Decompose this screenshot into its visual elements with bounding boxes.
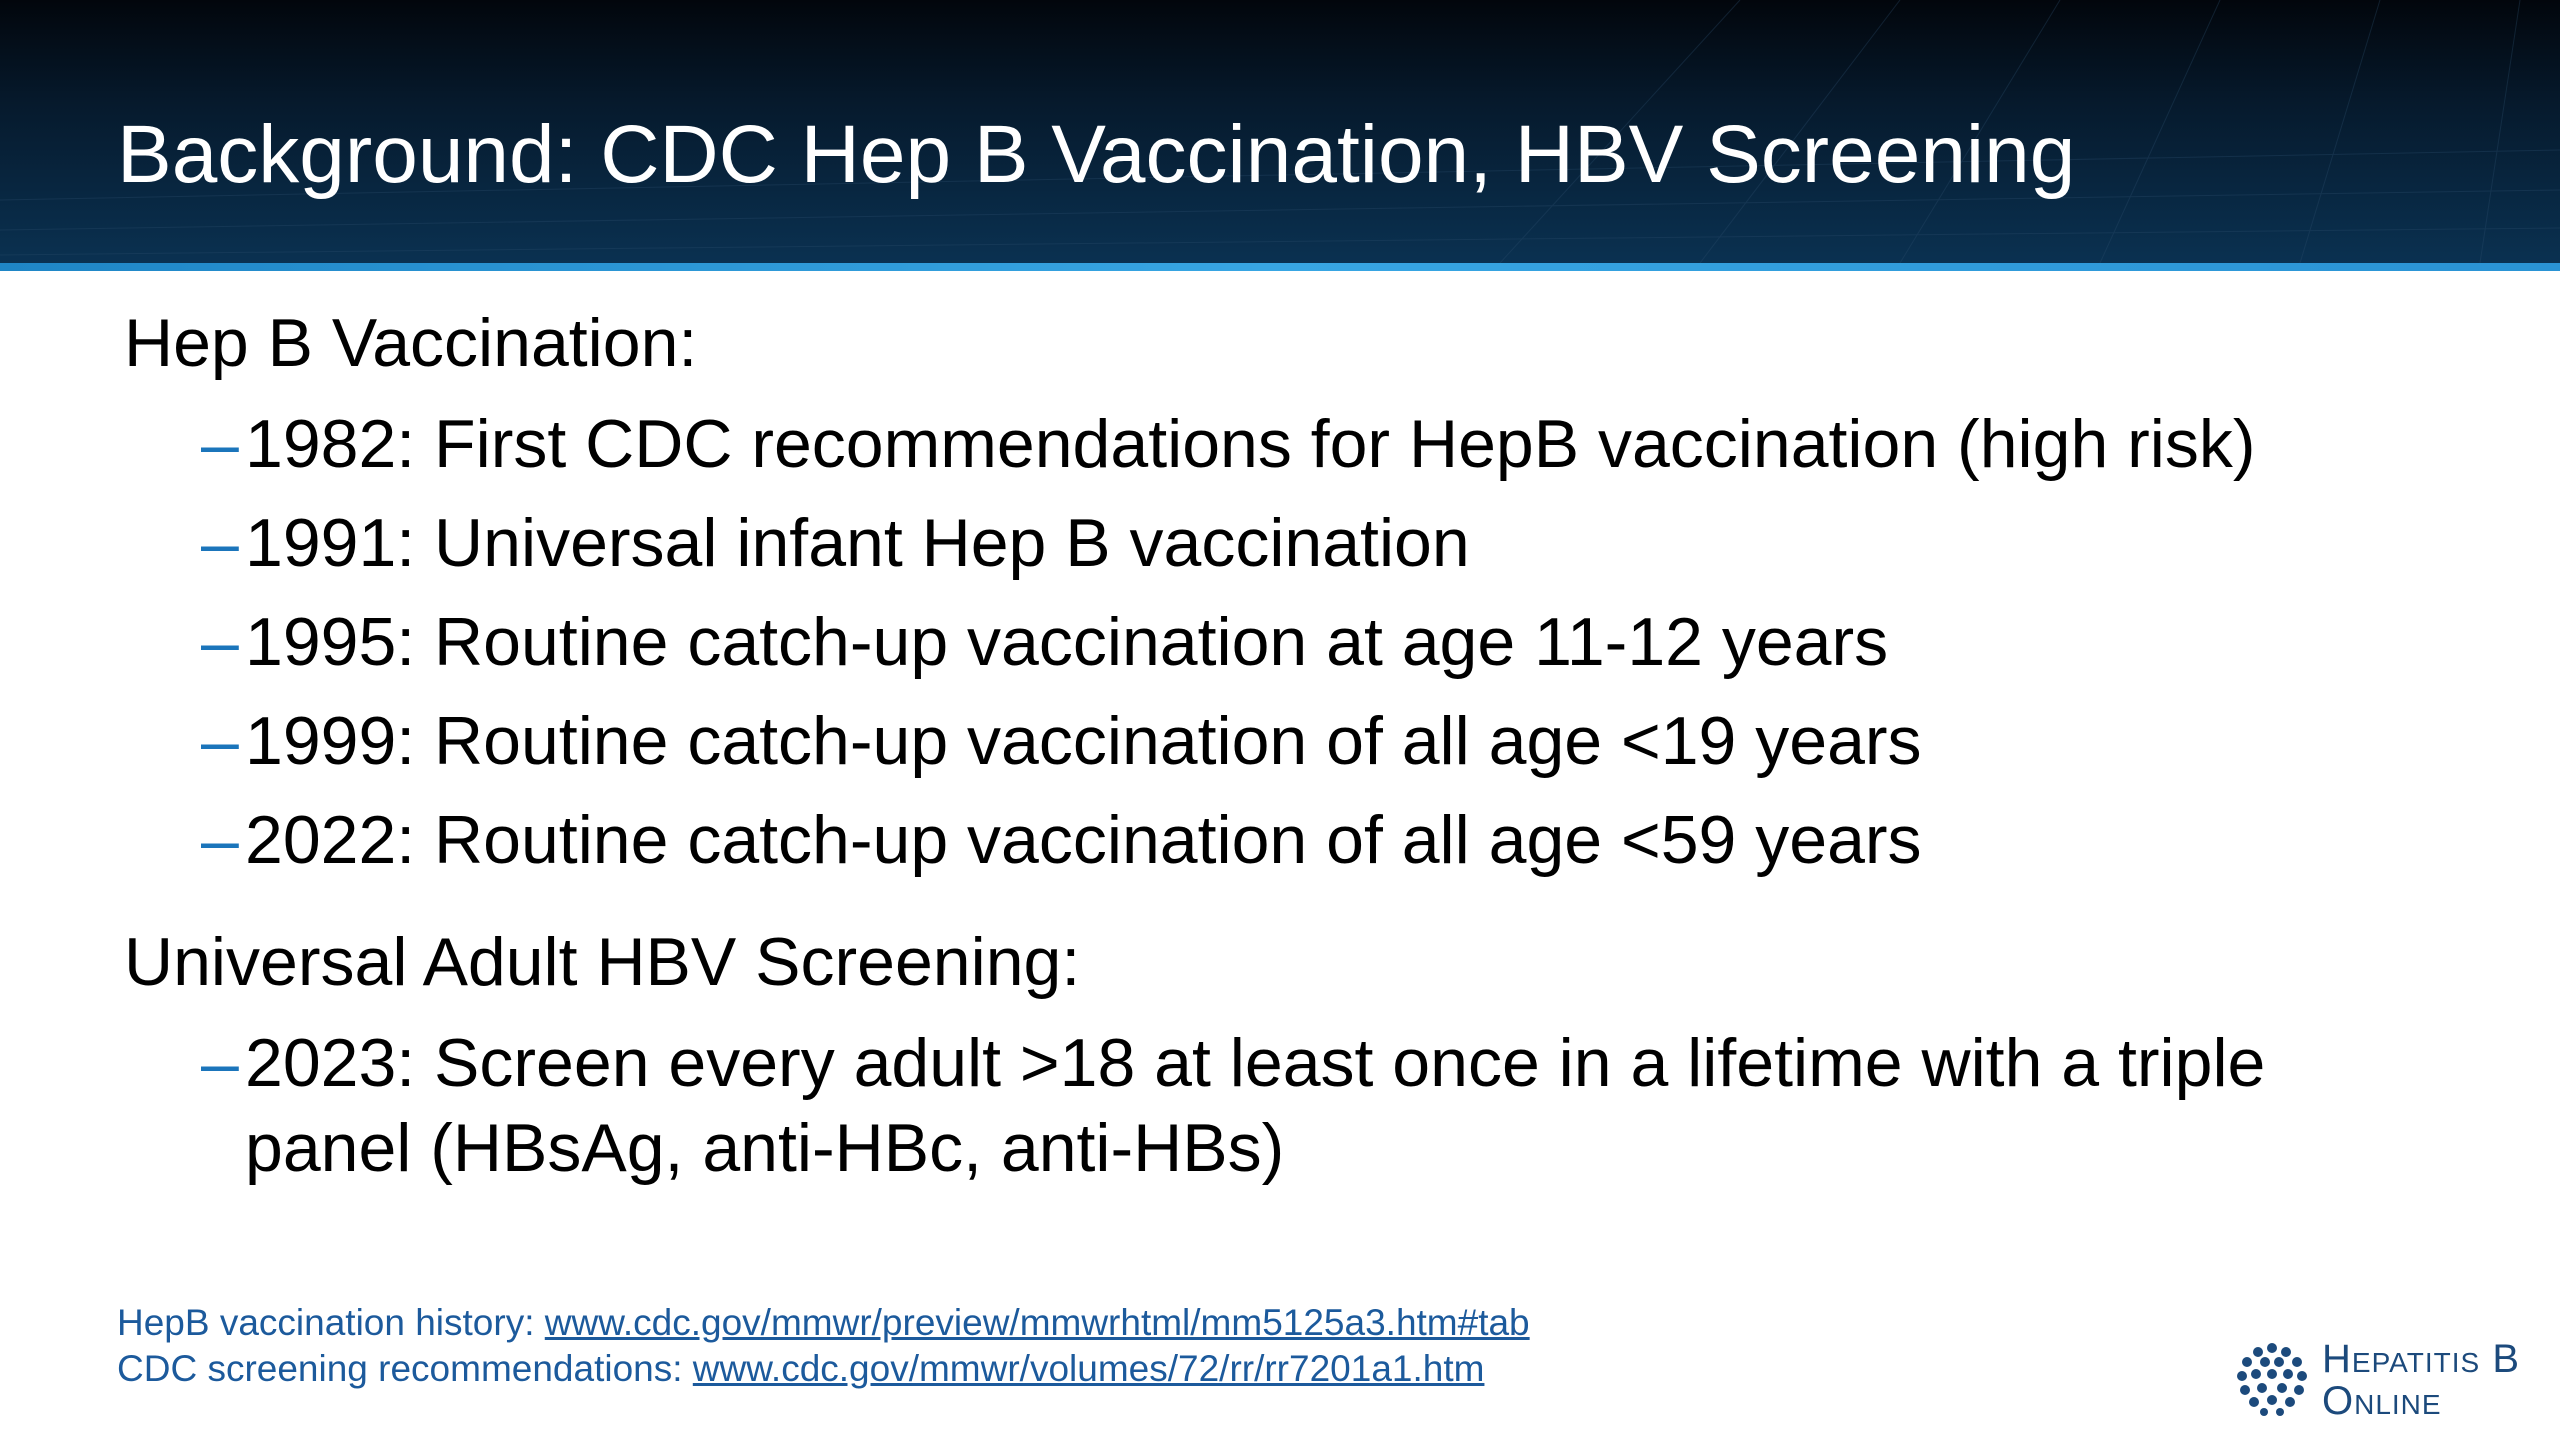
footer-references: [117, 1300, 1530, 1392]
list-item: [124, 798, 2424, 883]
section-screening: [124, 917, 2424, 1191]
list-item: [124, 1021, 2424, 1191]
slide-content: [124, 298, 2424, 1191]
reference-label: HepB vaccination history:: [117, 1302, 545, 1343]
slide-header: [0, 0, 2560, 263]
reference-link[interactable]: www.cdc.gov/mmwr/preview/mmwrhtml/mm5125a3.htm#tab: [544, 1302, 1530, 1343]
list-item: [124, 699, 2424, 784]
header-accent-stripe: [0, 263, 2560, 271]
bullet-dash-icon: –: [201, 802, 239, 878]
bullet-dash-icon: –: [201, 703, 239, 779]
reference-line: [117, 1346, 1530, 1392]
bullet-dash-icon: –: [201, 505, 239, 581]
section-heading: Hep B Vaccination:: [124, 305, 698, 381]
list-item: [124, 600, 2424, 685]
reference-line: [117, 1300, 1530, 1346]
hepatitis-b-online-logo: [2232, 1338, 2532, 1428]
bullet-list: [124, 402, 2424, 883]
globe-dots-icon: [2232, 1338, 2312, 1418]
bullet-text: 1999: Routine catch-up vaccination of all age <19 years: [245, 703, 1922, 779]
section-heading: Universal Adult HBV Screening:: [124, 924, 1081, 1000]
bullet-text: 1995: Routine catch-up vaccination at age 11-12 years: [245, 604, 1889, 680]
bullet-text: 2023: Screen every adult >18 at least once in a lifetime with a triple panel (HBsAg, anti-HBc, anti-HBs): [245, 1025, 2266, 1186]
slide-title: Background: CDC Hep B Vaccination, HBV Screening: [117, 109, 2076, 200]
logo-line-2: Online: [2322, 1379, 2442, 1423]
list-item: [124, 501, 2424, 586]
bullet-text: 2022: Routine catch-up vaccination of all age <59 years: [245, 802, 1922, 878]
bullet-dash-icon: –: [201, 406, 239, 482]
reference-label: CDC screening recommendations:: [117, 1348, 693, 1389]
bullet-text: 1991: Universal infant Hep B vaccination: [245, 505, 1470, 581]
logo-line-1: Hepatitis B: [2322, 1337, 2520, 1381]
list-item: [124, 402, 2424, 487]
reference-link[interactable]: www.cdc.gov/mmwr/volumes/72/rr/rr7201a1.htm: [692, 1348, 1485, 1389]
logo-text: [2322, 1338, 2520, 1422]
bullet-dash-icon: –: [201, 1025, 239, 1101]
bullet-dash-icon: –: [201, 604, 239, 680]
bullet-text: 1982: First CDC recommendations for HepB vaccination (high risk): [245, 406, 2256, 482]
section-vaccination: [124, 298, 2424, 883]
bullet-list: [124, 1021, 2424, 1191]
